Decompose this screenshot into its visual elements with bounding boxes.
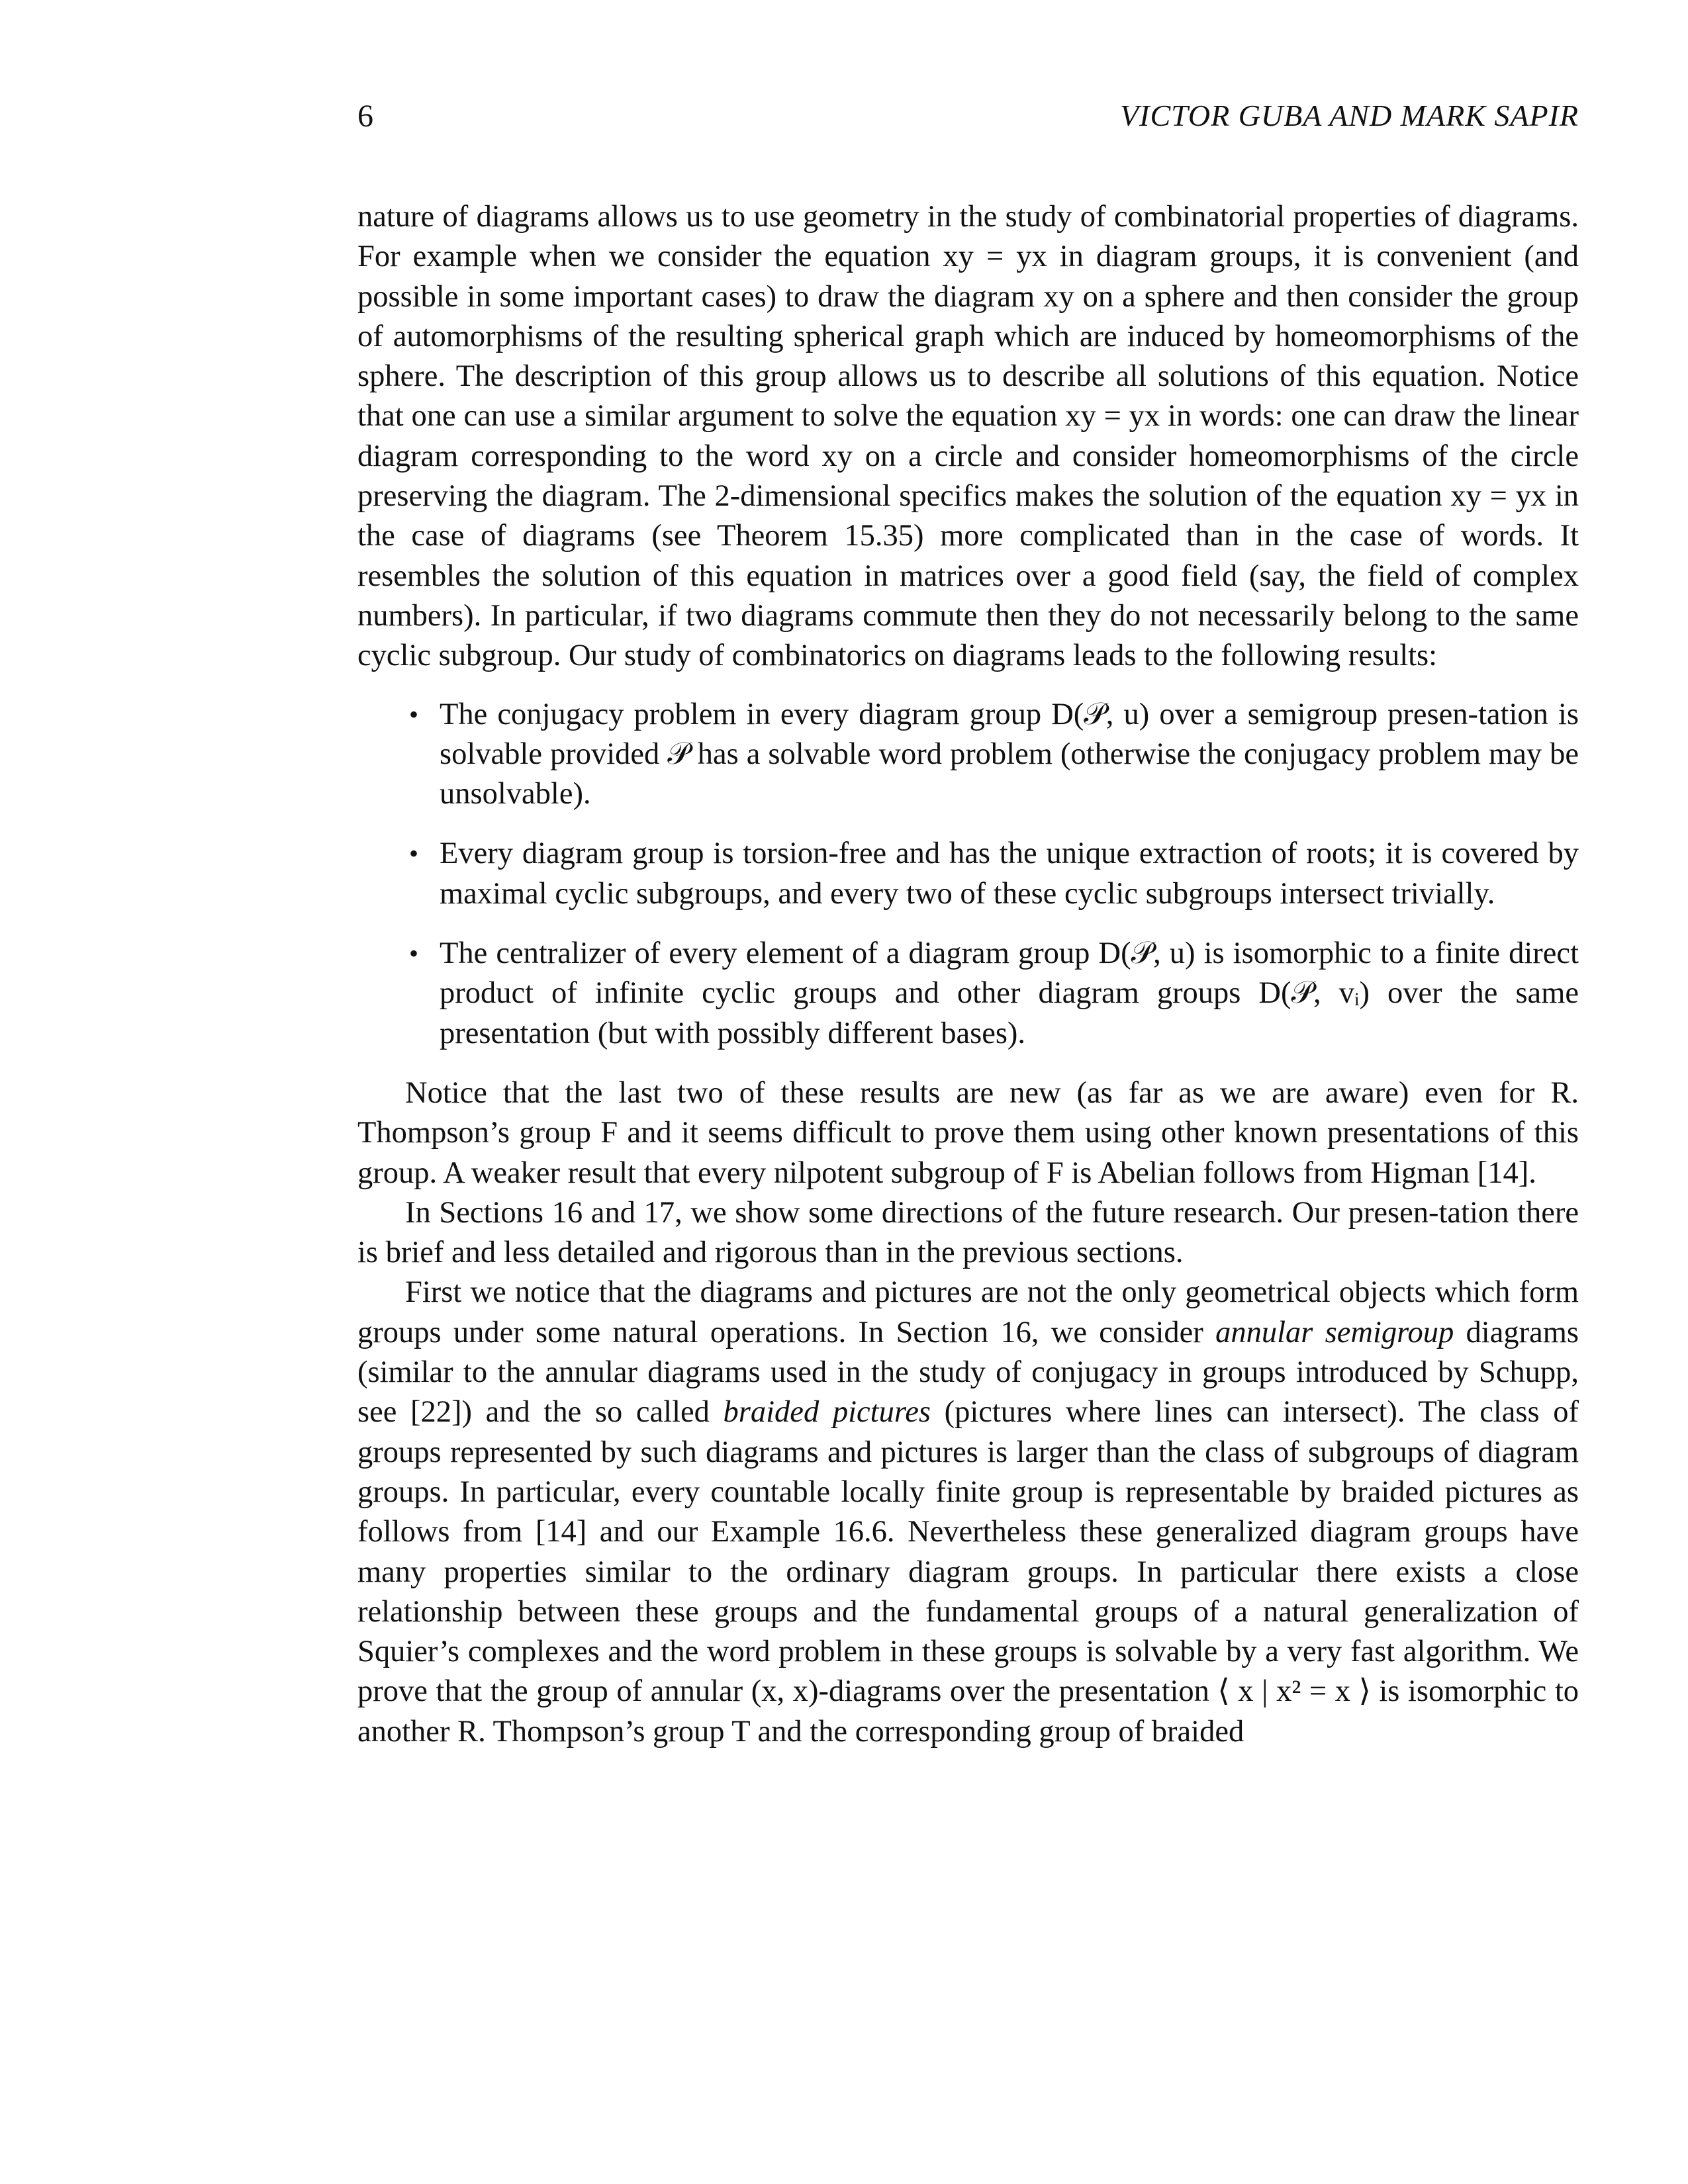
bullet-icon: • bbox=[409, 699, 419, 729]
running-head: VICTOR GUBA AND MARK SAPIR bbox=[1120, 99, 1579, 132]
paragraph: In Sections 16 and 17, we show some directions of the future research. Our presen-tation there is brief and less detailed and rigorous than in the previous sections. bbox=[357, 1195, 1579, 1270]
paragraph bbox=[357, 1273, 1579, 1752]
emphasized-term: annular semigroup bbox=[1215, 1315, 1454, 1349]
list-item bbox=[409, 834, 1579, 914]
emphasized-term: braided pictures bbox=[723, 1395, 931, 1430]
paragraph: Notice that the last two of these results are new (as far as we are aware) even for R. Thompson’s group F and it seems difficult to prove them using other known presentations of this group. A weaker result that every nilpotent subgroup of F is Abelian follows from Higman [14]. bbox=[357, 1075, 1579, 1190]
list-item-text: The centralizer of every element of a diagram group D(𝒫, u) is isomorphic to a finite direct product of infinite cyclic groups and other diagram groups D(𝒫, vᵢ) over the same presentation (but with possibly different bases). bbox=[440, 936, 1579, 1050]
list-item bbox=[409, 934, 1579, 1054]
bullet-icon: • bbox=[409, 938, 419, 969]
paragraph: nature of diagrams allows us to use geometry in the study of combinatorial properties of diagrams. For example when we consider the equation xy = yx in diagram groups, it is convenient (and possible in some important cases) to draw the diagram xy on a sphere and then consider the group of automorphisms of the resulting spherical graph which are induced by homeomorphisms of the sphere. The description of this group allows us to describe all solutions of this equation. Notice that one can use a similar argument to solve the equation xy = yx in words: one can draw the linear diagram corresponding to the word xy on a circle and consider homeomorphisms of the circle preserving the diagram. The 2-dimensional specifics makes the solution of the equation xy = yx in the case of diagrams (see Theorem 15.35) more complicated than in the case of words. It resembles the solution of this equation in matrices over a good field (say, the field of complex numbers). In particular, if two diagrams commute then they do not necessarily belong to the same cyclic subgroup. Our study of combinatorics on diagrams leads to the following results: bbox=[357, 200, 1579, 673]
list-item bbox=[409, 695, 1579, 815]
list-item-text: Every diagram group is torsion-free and has the unique extraction of roots; it is covered by maximal cyclic subgroups, and every two of these cyclic subgroups intersect trivially. bbox=[440, 837, 1579, 911]
paragraph-text: First we notice that the diagrams and pictures are not the only geometrical objects which form groups under some natural operations. In Section 16, we consider bbox=[357, 1275, 1579, 1349]
bullet-icon: • bbox=[409, 839, 419, 869]
paragraph-text: (pictures where lines can intersect). The class of groups represented by such diagrams and pictures is larger than the class of subgroups of diagram groups. In particular, every countable locally finite group is representable by braided pictures as follows from [14] and our Example 16.6. Nevertheless these generalized diagram groups have many properties similar to the ordinary diagram groups. In particular there exists a close relationship between these groups and the fundamental groups of a natural generalization of Squier’s complexes and the word problem in these groups is solvable by a very fast algorithm. We prove that the group of annular (x, x)-diagrams over the presentation ⟨ x | x² = x ⟩ is isomorphic to another R. Thompson’s group T and the corresponding group of braided bbox=[357, 1395, 1579, 1749]
paragraph-text: diagrams (similar to the annular diagrams used in the study of conjugacy in groups introduced by Schupp, see [22]) and the so called bbox=[357, 1315, 1579, 1430]
page-header bbox=[357, 98, 1579, 144]
results-list bbox=[357, 695, 1579, 1054]
list-item-text: The conjugacy problem in every diagram group D(𝒫, u) over a semigroup presen-tation is solvable provided 𝒫 has a solvable word problem (otherwise the conjugacy problem may be unsolvable). bbox=[440, 697, 1579, 811]
body-text bbox=[357, 197, 1579, 1752]
page-number: 6 bbox=[357, 99, 373, 134]
